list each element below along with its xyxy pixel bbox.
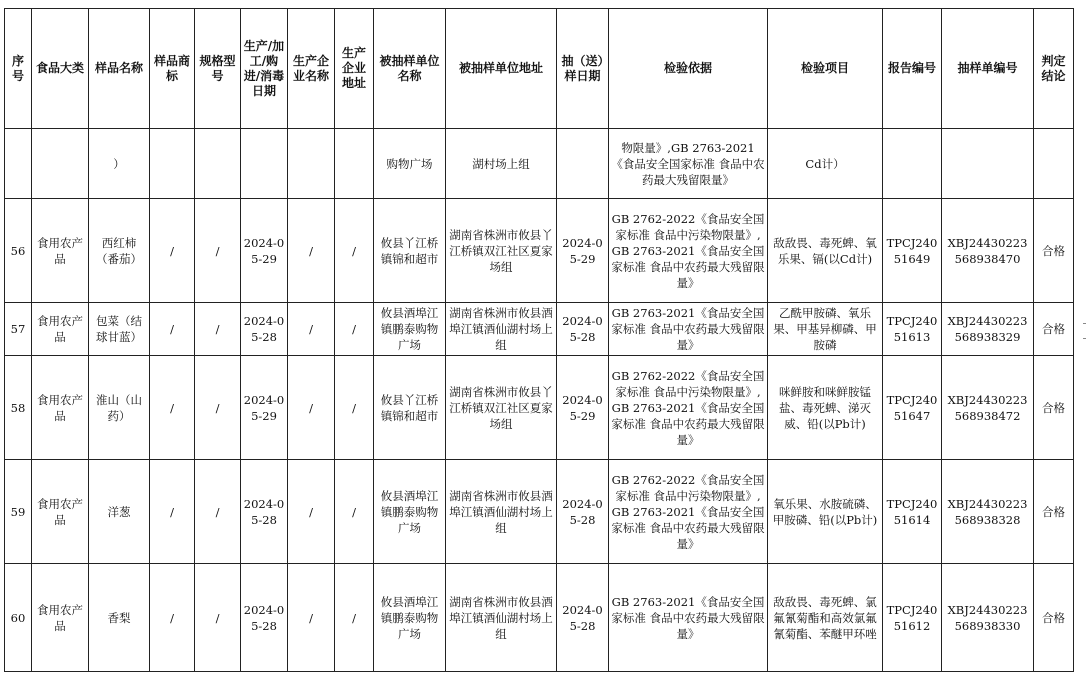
cell-maker-address [335, 129, 374, 199]
cell-no: 60 [5, 564, 32, 672]
cell-address: 湖南省株洲市攸县酒埠江镇酒仙湖村场上组 [446, 564, 557, 672]
cell-sheet-no [942, 129, 1034, 199]
cell-maker-address: / [335, 564, 374, 672]
cell-sample: 西红柿（番茄） [89, 199, 150, 303]
cell-unit: 攸县酒埠江镇鹏泰购物广场 [374, 460, 446, 564]
cell-no: 57 [5, 303, 32, 356]
cell-report: TPCJ24051647 [883, 356, 942, 460]
cell-maker: / [288, 199, 335, 303]
cell-unit: 攸县酒埠江镇鹏泰购物广场 [374, 303, 446, 356]
cell-brand: / [150, 460, 195, 564]
header-sample-name: 样品名称 [89, 9, 150, 129]
header-maker-address: 生产企业地址 [335, 9, 374, 129]
cell-items: 乙酰甲胺磷、氧乐果、甲基异柳磷、甲胺磷 [768, 303, 883, 356]
cell-unit: 攸县丫江桥镇锦和超市 [374, 199, 446, 303]
cell-items: 氧乐果、水胺硫磷、甲胺磷、铅(以Pb计) [768, 460, 883, 564]
cell-result: 合格 [1034, 460, 1074, 564]
cell-report: TPCJ24051614 [883, 460, 942, 564]
header-items: 检验项目 [768, 9, 883, 129]
cell-sample: 淮山（山药） [89, 356, 150, 460]
cell-sheet-no: XBJ24430223568938330 [942, 564, 1034, 672]
cell-sample: 洋葱 [89, 460, 150, 564]
cell-no: 59 [5, 460, 32, 564]
cell-unit: 购物广场 [374, 129, 446, 199]
cell-result: 合格 [1034, 564, 1074, 672]
header-sheet-no: 抽样单编号 [942, 9, 1034, 129]
cell-sample-date: 2024-05-28 [557, 460, 609, 564]
cell-maker: / [288, 564, 335, 672]
header-row [5, 9, 1074, 129]
cell-spec: / [195, 460, 241, 564]
header-spec: 规格型号 [195, 9, 241, 129]
inspection-results-table [4, 8, 1074, 672]
cell-category [32, 129, 89, 199]
cell-basis: GB 2763-2021《食品安全国家标准 食品中农药最大残留限量》 [609, 303, 768, 356]
cell-spec [195, 129, 241, 199]
cell-maker [288, 129, 335, 199]
cell-sample-date: 2024-05-28 [557, 303, 609, 356]
table-row [5, 356, 1074, 460]
cell-items: 敌敌畏、毒死蜱、氧乐果、镉(以Cd计) [768, 199, 883, 303]
cell-result [1034, 129, 1074, 199]
cell-sample-date [557, 129, 609, 199]
cell-basis: GB 2762-2022《食品安全国家标准 食品中污染物限量》,GB 2763-2021《食品安全国家标准 食品中农药最大残留限量》 [609, 356, 768, 460]
cell-result: 合格 [1034, 199, 1074, 303]
cell-basis: GB 2762-2022《食品安全国家标准 食品中污染物限量》,GB 2763-2021《食品安全国家标准 食品中农药最大残留限量》 [609, 460, 768, 564]
cell-sample-date: 2024-05-29 [557, 356, 609, 460]
cell-category: 食用农产品 [32, 356, 89, 460]
cell-sample-date: 2024-05-29 [557, 199, 609, 303]
cell-maker: / [288, 460, 335, 564]
header-sampled-address: 被抽样单位地址 [446, 9, 557, 129]
cell-category: 食用农产品 [32, 303, 89, 356]
header-maker: 生产企业名称 [288, 9, 335, 129]
cell-unit: 攸县酒埠江镇鹏泰购物广场 [374, 564, 446, 672]
cell-sample: 包菜（结球甘蓝） [89, 303, 150, 356]
header-sampled-unit: 被抽样单位名称 [374, 9, 446, 129]
cell-brand: / [150, 564, 195, 672]
cell-report [883, 129, 942, 199]
cell-date [241, 129, 288, 199]
cell-no [5, 129, 32, 199]
cell-result: 合格 [1034, 303, 1074, 356]
cell-sheet-no: XBJ24430223568938328 [942, 460, 1034, 564]
cell-sheet-no: XBJ24430223568938472 [942, 356, 1034, 460]
header-date: 生产/加工/购进/消毒日期 [241, 9, 288, 129]
cell-maker: / [288, 356, 335, 460]
cell-brand [150, 129, 195, 199]
table-row [5, 199, 1074, 303]
cell-maker-address: / [335, 356, 374, 460]
cell-brand: / [150, 199, 195, 303]
cell-result: 合格 [1034, 356, 1074, 460]
header-result: 判定结论 [1034, 9, 1074, 129]
cell-no: 56 [5, 199, 32, 303]
cell-basis: 物限量》,GB 2763-2021《食品安全国家标准 食品中农药最大残留限量》 [609, 129, 768, 199]
cell-sample: ） [89, 129, 150, 199]
cell-address: 湖村场上组 [446, 129, 557, 199]
table-row [5, 460, 1074, 564]
cell-address: 湖南省株洲市攸县丫江桥镇双江社区夏家场组 [446, 199, 557, 303]
table-row [5, 564, 1074, 672]
cell-maker-address: / [335, 460, 374, 564]
cell-date: 2024-05-28 [241, 303, 288, 356]
cell-category: 食用农产品 [32, 564, 89, 672]
cell-category: 食用农产品 [32, 460, 89, 564]
cell-items: 敌敌畏、毒死蜱、氯氟氰菊酯和高效氯氟氰菊酯、苯醚甲环唑 [768, 564, 883, 672]
cell-date: 2024-05-29 [241, 356, 288, 460]
cell-category: 食用农产品 [32, 199, 89, 303]
cell-maker: / [288, 303, 335, 356]
header-category: 食品大类 [32, 9, 89, 129]
continuation-row [5, 129, 1074, 199]
cell-date: 2024-05-28 [241, 564, 288, 672]
cell-spec: / [195, 564, 241, 672]
cell-no: 58 [5, 356, 32, 460]
cell-date: 2024-05-29 [241, 199, 288, 303]
cell-sample: 香梨 [89, 564, 150, 672]
cell-maker-address: / [335, 199, 374, 303]
cell-spec: / [195, 356, 241, 460]
cell-date: 2024-05-28 [241, 460, 288, 564]
cell-basis: GB 2762-2022《食品安全国家标准 食品中污染物限量》,GB 2763-2021《食品安全国家标准 食品中农药最大残留限量》 [609, 199, 768, 303]
cell-basis: GB 2763-2021《食品安全国家标准 食品中农药最大残留限量》 [609, 564, 768, 672]
cell-address: 湖南省株洲市攸县酒埠江镇酒仙湖村场上组 [446, 303, 557, 356]
cell-items: 咪鲜胺和咪鲜胺锰盐、毒死蜱、涕灭威、铅(以Pb计) [768, 356, 883, 460]
header-brand: 样品商标 [150, 9, 195, 129]
cell-report: TPCJ24051613 [883, 303, 942, 356]
cell-maker-address: / [335, 303, 374, 356]
cell-brand: / [150, 303, 195, 356]
header-no: 序号 [5, 9, 32, 129]
cell-spec: / [195, 303, 241, 356]
cell-sheet-no: XBJ24430223568938470 [942, 199, 1034, 303]
cell-brand: / [150, 356, 195, 460]
header-sample-date: 抽（送）样日期 [557, 9, 609, 129]
cell-address: 湖南省株洲市攸县丫江桥镇双江社区夏家场组 [446, 356, 557, 460]
cell-unit: 攸县丫江桥镇锦和超市 [374, 356, 446, 460]
cell-sample-date: 2024-05-28 [557, 564, 609, 672]
cell-sheet-no: XBJ24430223568938329 [942, 303, 1034, 356]
cell-address: 湖南省株洲市攸县酒埠江镇酒仙湖村场上组 [446, 460, 557, 564]
cell-spec: / [195, 199, 241, 303]
cell-items: Cd计） [768, 129, 883, 199]
cell-report: TPCJ24051649 [883, 199, 942, 303]
header-report-no: 报告编号 [883, 9, 942, 129]
header-basis: 检验依据 [609, 9, 768, 129]
table-row [5, 303, 1074, 356]
cell-report: TPCJ24051612 [883, 564, 942, 672]
